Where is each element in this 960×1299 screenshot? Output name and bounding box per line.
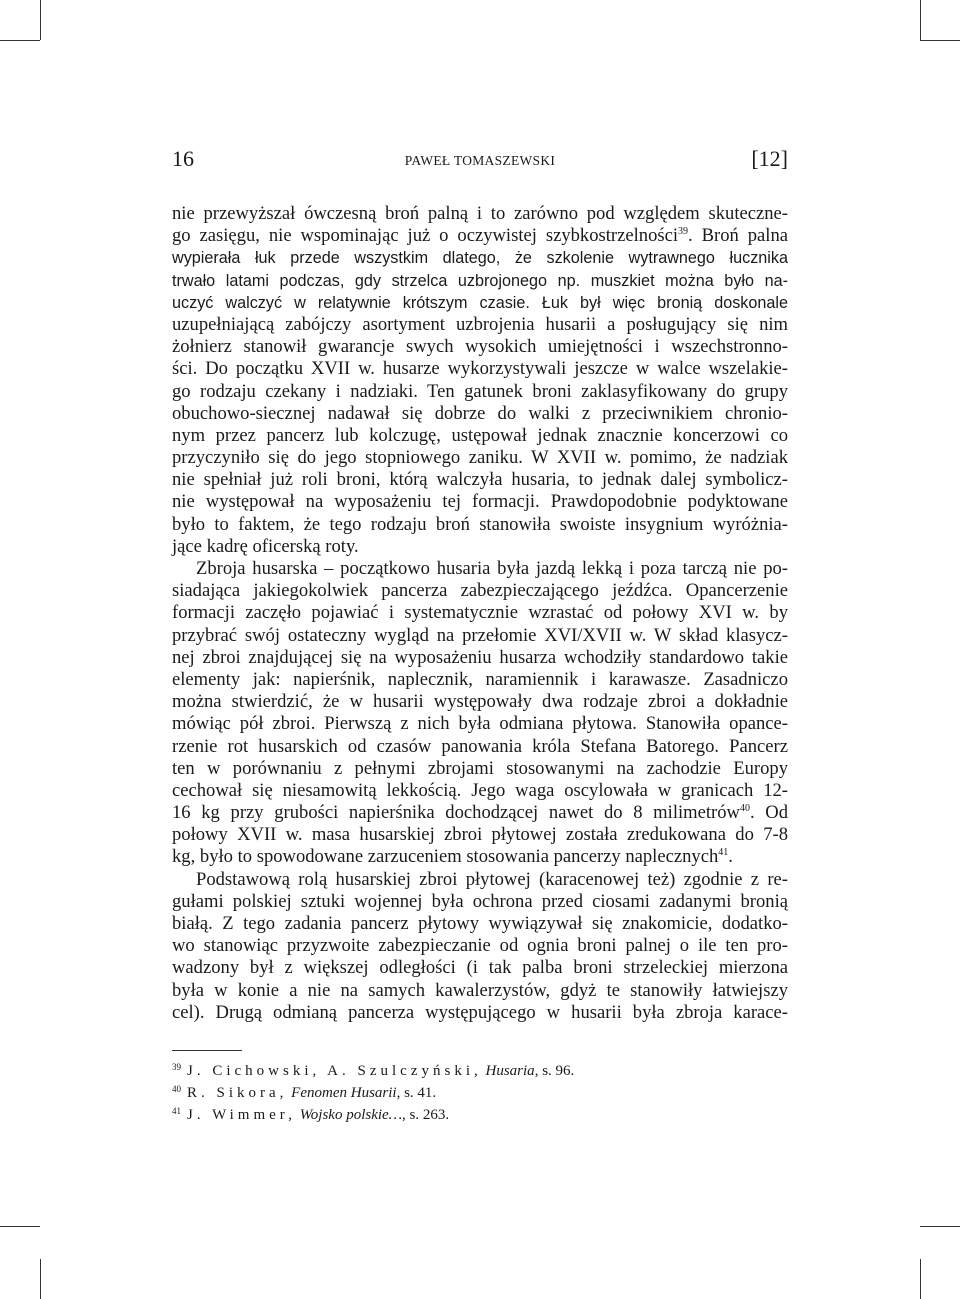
page-header <box>172 146 788 176</box>
crop-mark-left-bottom <box>0 1226 40 1227</box>
text-line: ści. Do początku XVII w. husarze wykorzystywali jeszcze w walce wszelakie- <box>172 358 788 380</box>
footnote <box>172 1056 788 1078</box>
text-line: kg, było to spowodowane zarzuceniem stosowania pancerzy naplecznych$^{41}$. <box>172 846 733 868</box>
text-line: 16 kg przy grubości napierśnika dochodzącej nawet do 8 milimetrów$^{40}$. Od <box>172 802 788 824</box>
text-line: nym przez pancerz lub kolczugę, ustępował jednak znacznie koncerzowi co <box>172 424 788 446</box>
text-line: jące kadrę oficerską roty. <box>172 535 359 557</box>
footnote-page: , s. 263. <box>402 1107 450 1123</box>
text-line: Podstawową rolą husarskiej zbroi płytowej (karacenowej też) zgodnie z re- <box>196 868 788 890</box>
crop-mark-bottom-left <box>40 1259 41 1299</box>
text-line: rzenie rot husarskich od czasów panowania króla Stefana Batorego. Pancerz <box>172 735 788 757</box>
crop-mark-top-left <box>40 0 41 40</box>
footnote-reference[interactable]: 40 <box>739 803 750 815</box>
footnote-page: , s. 41. <box>396 1085 437 1101</box>
text-line: mówiąc pół zbroi. Pierwszą z nich była odmiana płytowa. Stanowiła opance- <box>172 713 788 735</box>
text-line: cel). Drugą odmianą pancerza występującego w husarii była zbroja karace- <box>172 1001 788 1023</box>
text-line: było to faktem, że tego rodzaju broń stanowiła swoiste insygnium wyróżnia- <box>172 513 788 535</box>
running-head: PAWEŁ TOMASZEWSKI <box>404 153 556 168</box>
footnote <box>172 1100 788 1122</box>
footnotes <box>172 1056 788 1122</box>
footnote-reference[interactable]: 39 <box>678 226 689 238</box>
body-text <box>172 203 788 1024</box>
footnote-author: J. Wimmer, <box>187 1107 296 1123</box>
footnote-number: 39 <box>172 1062 181 1072</box>
text-line: wypierała łuk przede wszystkim dlatego, że szkolenie wytrawnego łucznika <box>172 249 788 268</box>
text-line: połowy XVII w. masa husarskiej zbroi płytowej została zredukowana do 7-8 <box>172 824 788 846</box>
text-line: uczyć walczyć w relatywnie krótszym czasie. Łuk był więc bronią doskonale <box>172 293 788 312</box>
text-line: formacji zaczęło pojawiać i systematycznie wzrastać od połowy XVI w. by <box>172 602 788 624</box>
text-line: wo stanowiąc przyzwoite zabezpieczanie od ognia broni palnej o ile ten pro- <box>172 935 788 957</box>
text-line: żołnierz stanowił gwarancje swych wysokich umiejętności i wszechstronno- <box>172 336 788 358</box>
text-line: uzupełniającą zabójczy asortyment uzbrojenia husarii a posługujący się nim <box>172 313 788 335</box>
crop-mark-right-bottom <box>920 1226 960 1227</box>
text-line: nie przewyższał ówczesną broń palną i to zarówno pod względem skuteczne- <box>172 203 788 224</box>
text-line: wadzony był z większej odległości (i tak palba broni strzeleckiej mierzona <box>172 957 788 979</box>
text-line: ten w porównaniu z pełnymi zbrojami stosowanymi na zachodzie Europy <box>172 757 788 779</box>
text-line: można stwierdzić, że w husarii występowały dwa rodzaje zbroi a dokładnie <box>172 691 788 713</box>
text-line: Zbroja husarska – początkowo husaria była jazdą lekką i poza tarczą nie po- <box>196 558 788 579</box>
text-line: była w konie a nie na samych kawalerzystów, gdyż te stanowiły łatwiejszy <box>172 979 788 1001</box>
footnote-title: Fenomen Husarii <box>291 1085 397 1101</box>
footnote-page: , s. 96. <box>534 1063 575 1079</box>
footnote-number: 40 <box>172 1084 181 1094</box>
footnote-reference[interactable]: 41 <box>718 847 729 859</box>
text-line: obuchowo-siecznej nadawał się dobrze do walki z przeciwnikiem chronio- <box>172 402 788 424</box>
footnote-author: R. Sikora, <box>187 1085 288 1101</box>
text-line: przyczyniło się do jego stopniowego zaniku. W XVII w. pomimo, że nadziak <box>172 447 788 469</box>
footnote-number: 41 <box>172 1106 181 1116</box>
crop-mark-bottom-right <box>920 1259 921 1299</box>
text-line: białą. Z tego zadania pancerz płytowy wywiązywał się znakomicie, dodatko- <box>172 913 788 934</box>
text-line: nej zbroi znajdującej się na wyposażeniu husarza wchodziły standardowo takie <box>172 646 788 668</box>
crop-mark-top-right <box>920 0 921 40</box>
footnote <box>172 1078 788 1100</box>
text-line: nie występował na wyposażeniu tej formacji. Prawdopodobnie podyktowane <box>172 491 788 513</box>
text-line: siadająca jakiegokolwiek pancerza zabezpieczającego jeźdźca. Opancerzenie <box>172 580 788 602</box>
crop-mark-left-top <box>0 40 40 41</box>
text-line: przybrać swój ostateczny wygląd na przełomie XVI/XVII w. W skład klasycz- <box>172 624 788 646</box>
text-line: go zasięgu, nie wspominając już o oczywistej szybkostrzelności$^{39}$. Broń palna <box>172 225 788 247</box>
text-line: go rodzaju czekany i nadziaki. Ten gatunek broni zaklasyfikowany do grupy <box>172 380 788 402</box>
text-line: nie spełniał już roli broni, którą walczyła husaria, to jednak dalej symbolicz- <box>172 469 788 491</box>
footnote-author: J. Cichowski, A. Szulczyński, <box>187 1063 482 1079</box>
footnote-title: Wojsko polskie… <box>299 1107 403 1123</box>
text-line: trwało latami podczas, gdy strzelca uzbrojonego np. muszkiet można było na- <box>172 271 788 290</box>
text-line: gułami polskiej sztuki wojennej była ochrona przed ciosami zadanymi bronią <box>172 890 788 912</box>
footnote-rule <box>172 1050 242 1051</box>
section-number: [12] <box>751 146 788 171</box>
text-line: cechował się niesamowitą lekkością. Jego waga oscylowała w granicach 12- <box>172 779 788 801</box>
page-number: 16 <box>172 146 194 171</box>
footnote-title: Husaria <box>485 1063 535 1079</box>
text-line: elementy jak: napierśnik, naplecznik, naramiennik i karawasze. Zasadniczo <box>172 668 788 690</box>
crop-mark-right-top <box>920 40 960 41</box>
